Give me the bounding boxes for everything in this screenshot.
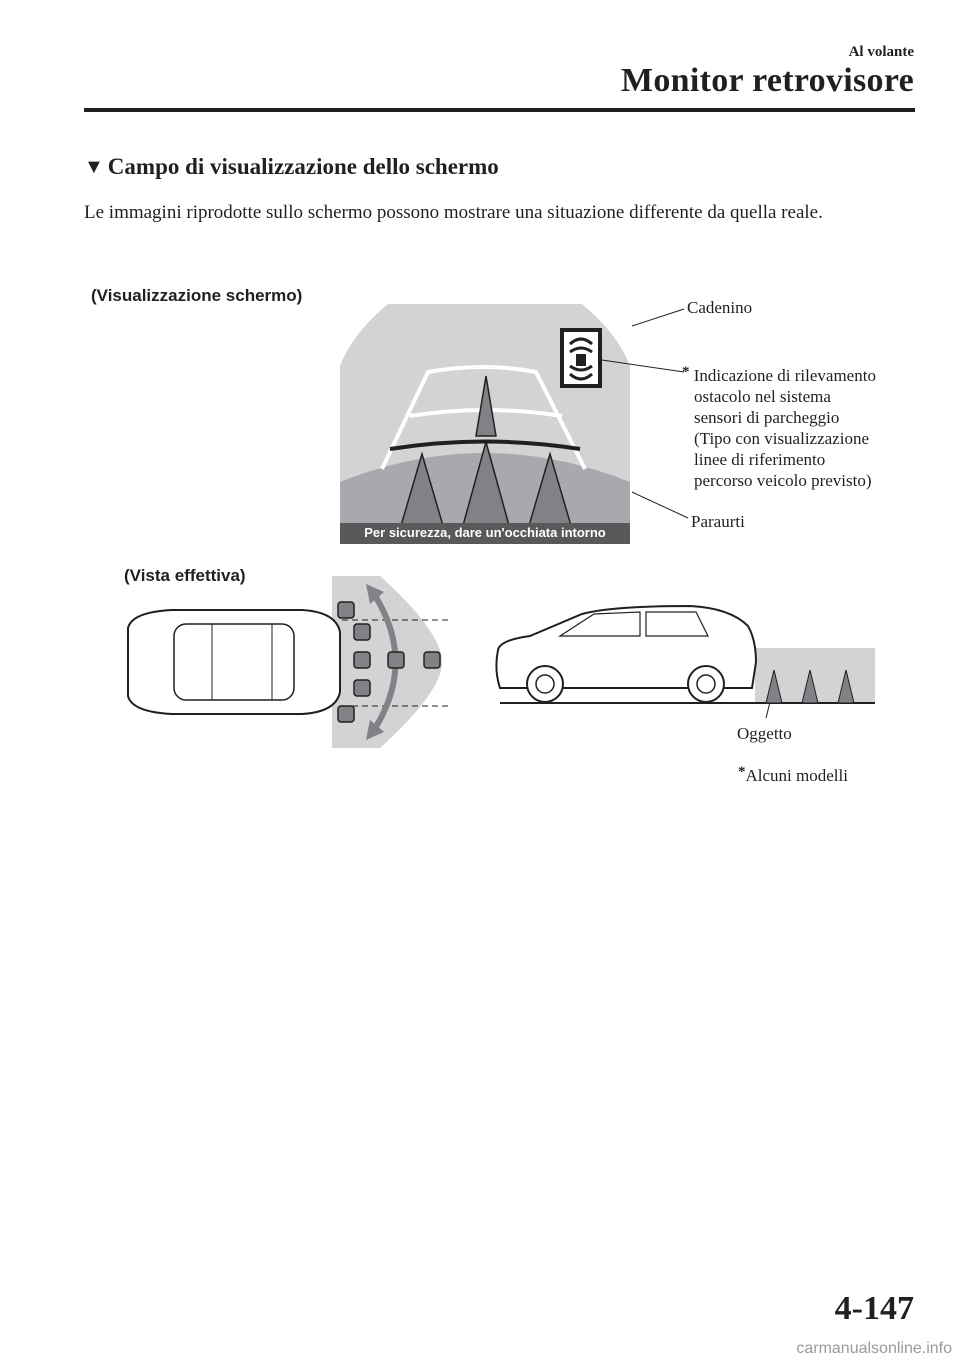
sensor-icon: [338, 706, 354, 722]
heading-text: Campo di visualizzazione dello schermo: [107, 154, 499, 179]
asterisk-marker: *: [682, 364, 690, 380]
top-view-illustration: [112, 572, 452, 752]
watermark: carmanualsonline.info: [796, 1340, 952, 1357]
page-number: 4-147: [834, 1290, 914, 1327]
screen-view-label: (Visualizzazione schermo): [91, 286, 303, 305]
footnote-alcuni-modelli: *Alcuni modelli: [738, 764, 848, 785]
screen-banner-text: Per sicurezza, dare un'occhiata intorno: [364, 525, 606, 540]
front-wheel: [527, 666, 563, 702]
sensor-icon: [354, 624, 370, 640]
sensor-icon: [424, 652, 440, 668]
actual-view-label: (Vista effettiva): [124, 566, 246, 585]
side-view-illustration: [490, 600, 880, 710]
callout-paraurti: Paraurti: [691, 512, 745, 531]
callout-cadenino: Cadenino: [687, 298, 753, 317]
sensor-icon: [338, 602, 354, 618]
asterisk-marker: *: [738, 764, 746, 780]
rear-wheel: [688, 666, 724, 702]
triangle-marker-icon: ▼: [84, 155, 104, 178]
callout-indicator: * Indicazione di rilevamento ostacolo nel sistema sensori di parcheggio (Tipo con visualizzazione linee di riferimento percorso veicolo previsto): [682, 364, 876, 490]
body-paragraph: Le immagini riprodotte sullo schermo possono mostrare una situazione differente da quella reale.: [84, 202, 823, 223]
sensor-icon: [388, 652, 404, 668]
sensor-icon: [354, 680, 370, 696]
chapter-title: Monitor retrovisore: [620, 62, 914, 99]
sensor-icon: [354, 652, 370, 668]
callout-oggetto: Oggetto: [737, 724, 792, 743]
section-title: Al volante: [848, 44, 914, 60]
